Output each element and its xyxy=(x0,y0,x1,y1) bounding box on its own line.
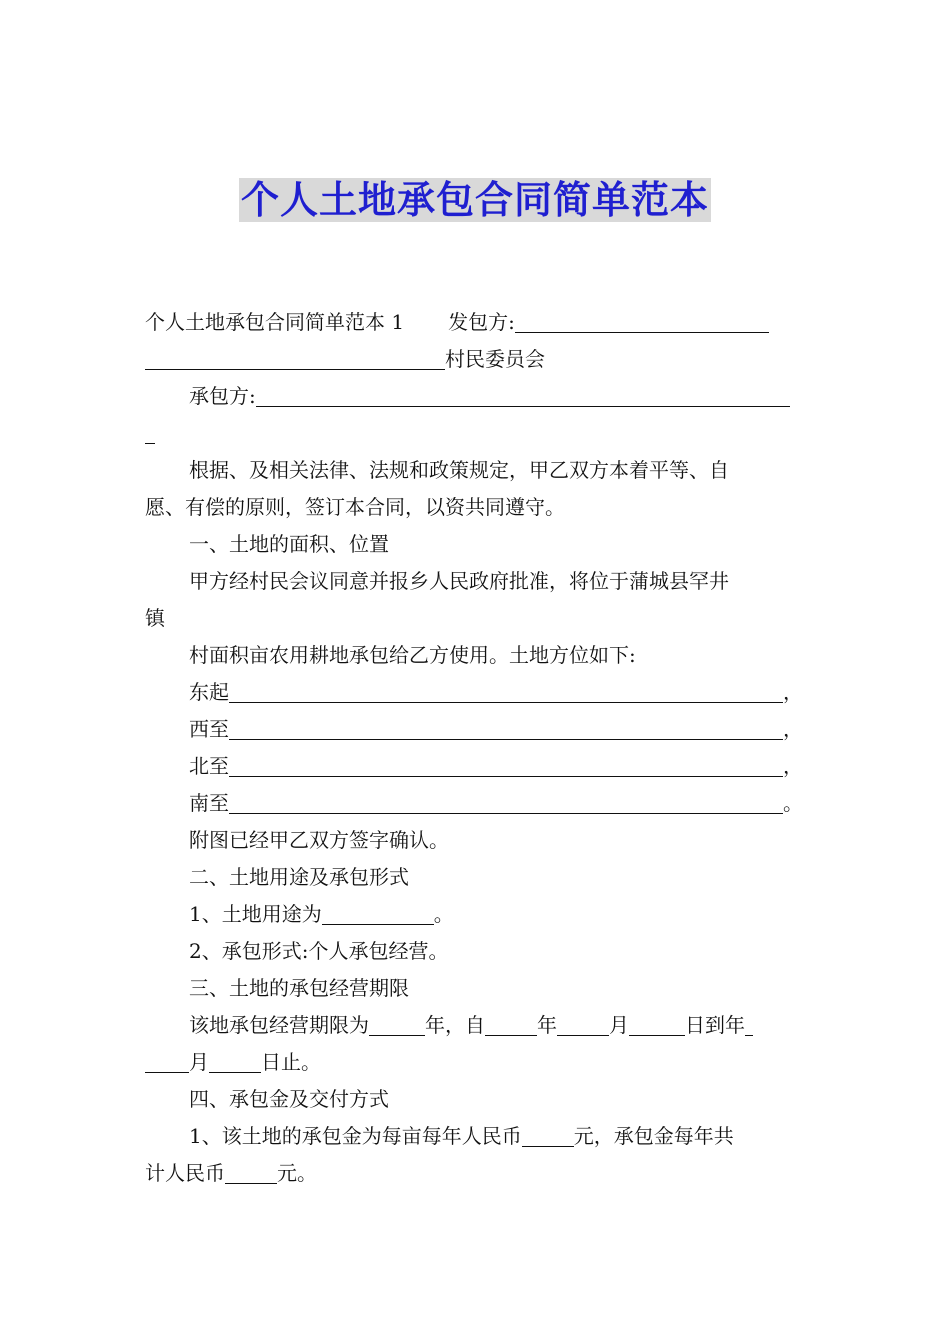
term-start-month-blank xyxy=(557,1013,609,1036)
payment-total-suffix: 元。 xyxy=(277,1161,317,1185)
payment-total-blank xyxy=(225,1161,277,1184)
contractor-b-blank-cont xyxy=(145,421,155,444)
boundary-east-label: 东起 xyxy=(189,680,229,704)
term-end-year-blank xyxy=(745,1013,753,1036)
term-years-blank xyxy=(369,1013,425,1036)
boundary-west-punct: ， xyxy=(783,717,803,741)
section-3-heading: 三、土地的承包经营期限 xyxy=(189,976,409,1000)
contractor-a-blank xyxy=(515,310,769,333)
term-from-label: 年，自 xyxy=(425,1013,485,1037)
term-line-2 xyxy=(145,1044,807,1081)
payment-line-1 xyxy=(145,1118,807,1155)
subtitle-text: 个人土地承包合同简单范本 1 xyxy=(145,310,405,334)
section-2-heading: 二、土地用途及承包形式 xyxy=(189,865,409,889)
term-month-label: 月 xyxy=(609,1013,629,1037)
term-day-to-year-label: 日到年 xyxy=(685,1013,745,1037)
boundary-north xyxy=(145,748,807,785)
boundary-south-punct: 。 xyxy=(783,791,803,815)
line-header xyxy=(145,304,807,341)
payment-rate-blank xyxy=(522,1124,574,1147)
boundary-east xyxy=(145,674,807,711)
para-location-3: 村面积亩农用耕地承包给乙方使用。土地方位如下: xyxy=(189,643,636,667)
payment-rate-label: 1、该土地的承包金为每亩每年人民币 xyxy=(189,1124,522,1148)
land-use-label: 1、土地用途为 xyxy=(189,902,322,926)
payment-total-prefix: 计人民币 xyxy=(145,1161,225,1185)
boundary-north-label: 北至 xyxy=(189,754,229,778)
boundary-south-label: 南至 xyxy=(189,791,229,815)
committee-text: 村民委员会 xyxy=(445,347,545,371)
committee-blank xyxy=(145,347,445,370)
section-4-heading: 四、承包金及交付方式 xyxy=(189,1087,389,1111)
boundary-south xyxy=(145,785,807,822)
line-committee xyxy=(145,341,807,378)
line-contractor-b xyxy=(145,378,807,415)
boundary-west-label: 西至 xyxy=(189,717,229,741)
payment-total-label: 元，承包金每年共 xyxy=(573,1124,734,1148)
contractor-b-blank xyxy=(256,384,790,407)
para-location-1: 甲方经村民会议同意并报乡人民政府批准，将位于蒲城县罕井 xyxy=(189,569,729,593)
term-end-month-blank xyxy=(145,1050,189,1073)
section-1-heading: 一、土地的面积、位置 xyxy=(189,532,389,556)
term-start-day-blank xyxy=(629,1013,685,1036)
contractor-a-label: 发包方: xyxy=(448,310,515,334)
boundary-north-punct: ， xyxy=(783,754,803,778)
land-use-punct: 。 xyxy=(433,902,454,926)
term-label: 该地承包经营期限为 xyxy=(189,1013,369,1037)
land-use-blank xyxy=(322,902,434,925)
title-container xyxy=(0,178,950,222)
term-end-month-label: 月 xyxy=(189,1050,209,1074)
land-use-line xyxy=(145,896,807,933)
para-map-confirm: 附图已经甲乙双方签字确认。 xyxy=(189,828,449,852)
boundary-east-blank xyxy=(229,680,783,703)
boundary-south-blank xyxy=(229,791,783,814)
document-body xyxy=(145,304,807,1192)
term-end-day-blank xyxy=(209,1050,261,1073)
line-contractor-b-cont xyxy=(145,415,807,452)
boundary-west xyxy=(145,711,807,748)
para-intro-2: 愿、有偿的原则，签订本合同，以资共同遵守。 xyxy=(145,495,565,519)
payment-line-2 xyxy=(145,1155,807,1192)
para-location-2: 镇 xyxy=(145,606,165,630)
term-start-year-blank xyxy=(485,1013,537,1036)
boundary-west-blank xyxy=(229,717,783,740)
boundary-north-blank xyxy=(229,754,783,777)
para-intro-1: 根据、及相关法律、法规和政策规定，甲乙双方本着平等、自 xyxy=(189,458,729,482)
contract-form-line: 2、承包形式:个人承包经营。 xyxy=(189,939,449,963)
term-year-label: 年 xyxy=(537,1013,557,1037)
contractor-b-label: 承包方: xyxy=(189,384,256,408)
document-title: 个人土地承包合同简单范本 xyxy=(240,178,709,222)
boundary-east-punct: ， xyxy=(783,680,803,704)
term-line-1 xyxy=(145,1007,807,1044)
term-end-label: 日止。 xyxy=(261,1050,321,1074)
